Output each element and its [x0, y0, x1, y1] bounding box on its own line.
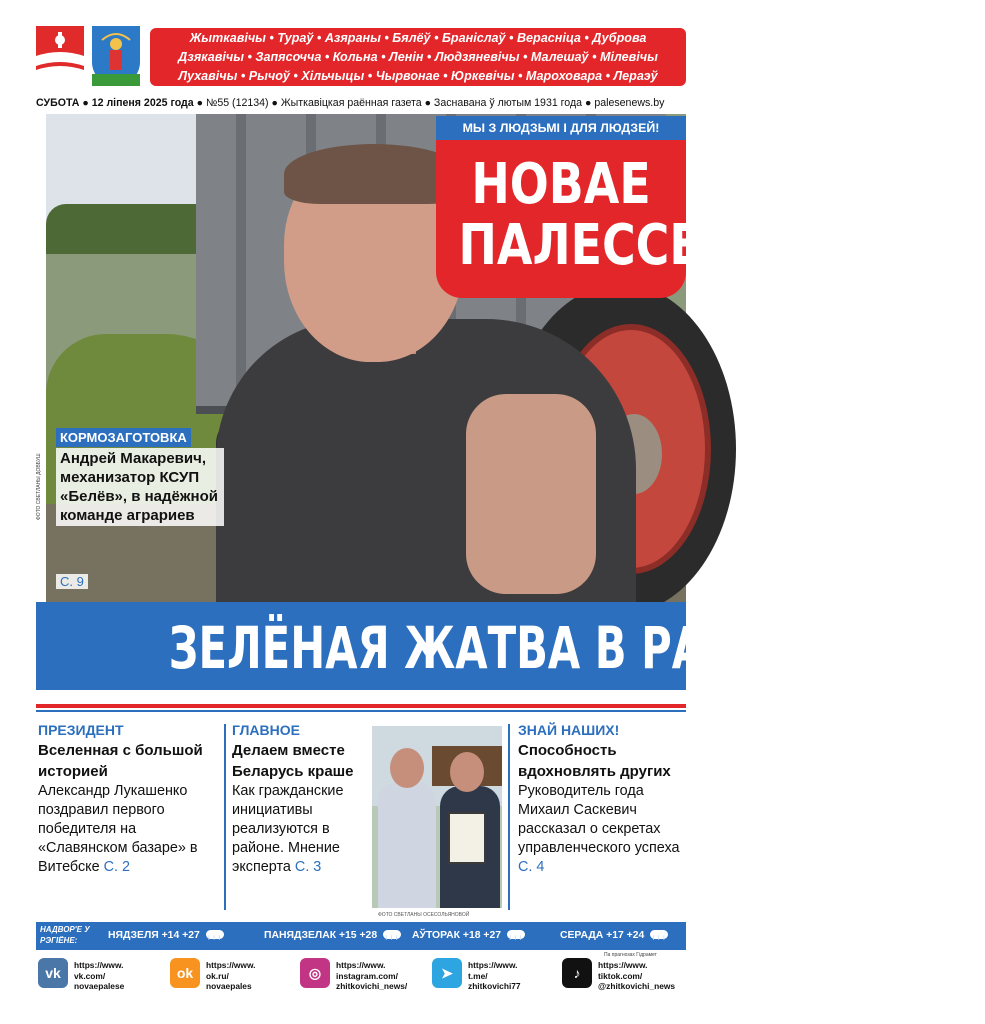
cover-kicker: КОРМОЗАГОТОВКА	[56, 428, 191, 447]
photo-credit: ФОТО СВЕТЛАНЫ ОСЕСОЛЬЯНОВОЙ	[378, 912, 470, 918]
founded-note: Заснавана ў лютым 1931 года	[433, 97, 583, 109]
teaser-lead: Как гражданские инициативы реализуются в районе. Мнение эксперта С. 3	[232, 783, 344, 875]
vk-icon[interactable]: vk	[38, 958, 68, 988]
weather-credit: Па прагнозах Гідрамет	[604, 952, 657, 958]
issue-day: СУБОТА	[36, 97, 80, 109]
paper-description: Жыткавіцкая раённая газета	[280, 97, 422, 109]
instagram-icon[interactable]: ◎	[300, 958, 330, 988]
weather-day: СЕРАДА +17 +24╵╵╵	[560, 922, 670, 950]
teaser-page-ref[interactable]: С. 2	[103, 859, 131, 875]
crest-zhitkovichi-icon	[36, 26, 84, 86]
teaser-main[interactable]	[232, 720, 372, 877]
teaser-rubric: ГЛАВНОЕ	[232, 722, 300, 738]
teaser-title: Способность вдохновлять других	[518, 742, 671, 780]
issue-number: №55 (12134)	[205, 97, 269, 109]
teaser-title: Вселенная с большой историей	[38, 742, 203, 780]
divider	[36, 704, 686, 708]
website-link[interactable]: palesenews.by	[594, 97, 665, 109]
cover-caption: Андрей Макаревич, механизатор КСУП «Белёв», в надёжной команде аграриев	[56, 448, 224, 526]
social-vk[interactable]: vk https://www. vk.com/ novaepalese	[38, 958, 158, 994]
rain-cloud-icon	[648, 928, 670, 942]
masthead-title-line1: НОВАЕ	[471, 152, 651, 217]
towns-row: Жыткавічы • Тураў • Азяраны • Бялёў • Браніслаў • Верасніца • Дуброва	[189, 31, 647, 45]
social-telegram[interactable]: ➤ https://www. t.me/ zhitkovichi77	[432, 958, 552, 994]
social-ok[interactable]: ok https://www. ok.ru/ novaepales	[170, 958, 290, 994]
main-headline-text: ЗЕЛЁНАЯ ЖАТВА В РАЗГАРЕ	[168, 614, 852, 682]
teaser-lead: Руководитель года Михаил Саскевич рассказал о секретах управленческого успеха С. 4	[518, 783, 680, 875]
weather-day: АЎТОРАК +18 +27╵╵╵	[412, 922, 527, 950]
teaser-page-ref[interactable]: С. 3	[294, 859, 322, 875]
towns-row: Лухавічы • Рычоў • Хільчыцы • Чырвонае • Юркевічы • Мароховара • Лераэў	[178, 69, 658, 83]
photo-credit: ФОТО СВЕТЛАНЫ ДОВБУШ	[36, 453, 42, 520]
tiktok-icon[interactable]: ♪	[562, 958, 592, 988]
column-divider	[224, 724, 226, 910]
rain-cloud-icon	[204, 928, 226, 942]
diploma-icon	[448, 812, 486, 864]
coats-of-arms	[36, 26, 144, 88]
issue-date: 12 ліпеня 2025 года	[91, 97, 194, 109]
cover-page-ref[interactable]: С. 9	[56, 574, 88, 589]
slogan: МЫ З ЛЮДЗЬМІ І ДЛЯ ЛЮДЗЕЙ!	[436, 116, 686, 140]
dateline: СУБОТА ● 12 ліпеня 2025 года ● №55 (12134) ● Жыткавіцкая раённая газета ● Заснавана ў лютым 1931 года ● palesenews.by	[36, 97, 665, 109]
social-tiktok[interactable]: ♪ https://www. tiktok.com/ @zhitkovichi_news	[562, 958, 686, 994]
towns-banner	[150, 28, 686, 86]
crest-district-icon	[92, 26, 140, 86]
weather-day: ПАНЯДЗЕЛАК +15 +28╵╵╵	[264, 922, 403, 950]
masthead	[436, 140, 701, 298]
social-instagram[interactable]: ◎ https://www. instagram.com/ zhitkovichi_news/	[300, 958, 430, 994]
teaser-lead: Александр Лукашенко поздравил первого победителя на «Славянском базаре» в Витебске С. 2	[38, 783, 198, 875]
teaser-photo	[372, 726, 502, 908]
column-divider	[508, 724, 510, 910]
masthead-title-line2: ПАЛЕССЕ	[458, 213, 701, 278]
teaser-president[interactable]	[38, 720, 218, 877]
teaser-rubric: ЗНАЙ НАШИХ!	[518, 722, 620, 738]
weather-bar	[36, 922, 686, 950]
rain-cloud-icon	[505, 928, 527, 942]
teaser-rubric: ПРЕЗИДЕНТ	[38, 722, 124, 738]
divider	[36, 710, 686, 712]
teaser-know-ours[interactable]	[518, 720, 688, 877]
ok-icon[interactable]: ok	[170, 958, 200, 988]
rain-cloud-icon	[381, 928, 403, 942]
telegram-icon[interactable]: ➤	[432, 958, 462, 988]
weather-day: НЯДЗЕЛЯ +14 +27╵╵╵	[108, 922, 226, 950]
teaser-title: Делаем вместе Беларусь краше	[232, 742, 354, 780]
weather-label: НАДВОР'Е У РЭГІЁНЕ:	[40, 925, 90, 945]
main-headline	[36, 608, 852, 688]
teaser-page-ref[interactable]: С. 4	[518, 859, 545, 875]
towns-row: Дзякавічы • Запясочча • Кольна • Ленін • Людзяневічы • Малешаў • Мілевічы	[178, 50, 658, 64]
